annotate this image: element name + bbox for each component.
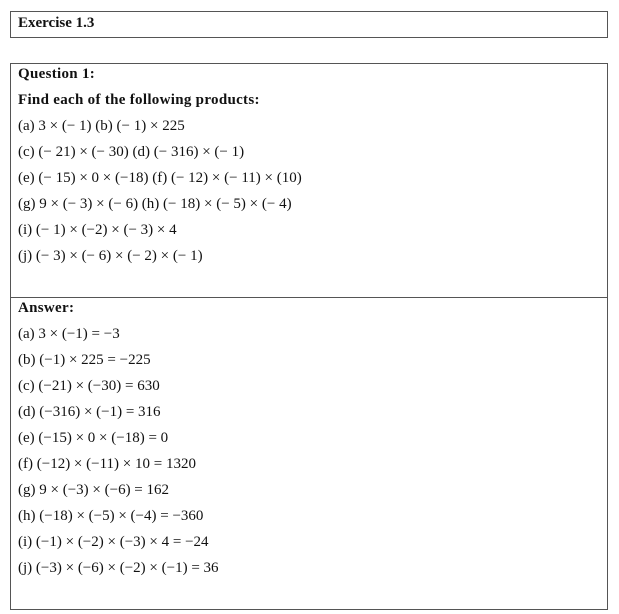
question-prompt: Find each of the following products: (18, 92, 260, 108)
question-answer-box (10, 63, 608, 610)
question-line: (c) (− 21) × (− 30) (d) (− 316) × (− 1) (18, 144, 245, 160)
answer-line: (f) (−12) × (−11) × 10 = 1320 (18, 456, 196, 472)
section-divider (11, 297, 607, 298)
question-line: (a) 3 × (− 1) (b) (− 1) × 225 (18, 118, 185, 134)
question-label: Question 1: (18, 66, 96, 82)
exercise-title: Exercise 1.3 (18, 15, 95, 31)
answer-line: (c) (−21) × (−30) = 630 (18, 378, 160, 394)
answer-line: (e) (−15) × 0 × (−18) = 0 (18, 430, 169, 446)
answer-line: (d) (−316) × (−1) = 316 (18, 404, 161, 420)
question-line: (i) (− 1) × (−2) × (− 3) × 4 (18, 222, 177, 238)
question-line: (j) (− 3) × (− 6) × (− 2) × (− 1) (18, 248, 203, 264)
answer-line: (b) (−1) × 225 = −225 (18, 352, 151, 368)
question-line: (g) 9 × (− 3) × (− 6) (h) (− 18) × (− 5) × (− 4) (18, 196, 292, 212)
answer-label: Answer: (18, 300, 75, 316)
answer-line: (g) 9 × (−3) × (−6) = 162 (18, 482, 170, 498)
exercise-header-box (10, 11, 608, 38)
answer-line: (j) (−3) × (−6) × (−2) × (−1) = 36 (18, 560, 219, 576)
question-line: (e) (− 15) × 0 × (−18) (f) (− 12) × (− 11) × (10) (18, 170, 302, 186)
answer-line: (a) 3 × (−1) = −3 (18, 326, 120, 342)
answer-line: (i) (−1) × (−2) × (−3) × 4 = −24 (18, 534, 209, 550)
answer-line: (h) (−18) × (−5) × (−4) = −360 (18, 508, 204, 524)
